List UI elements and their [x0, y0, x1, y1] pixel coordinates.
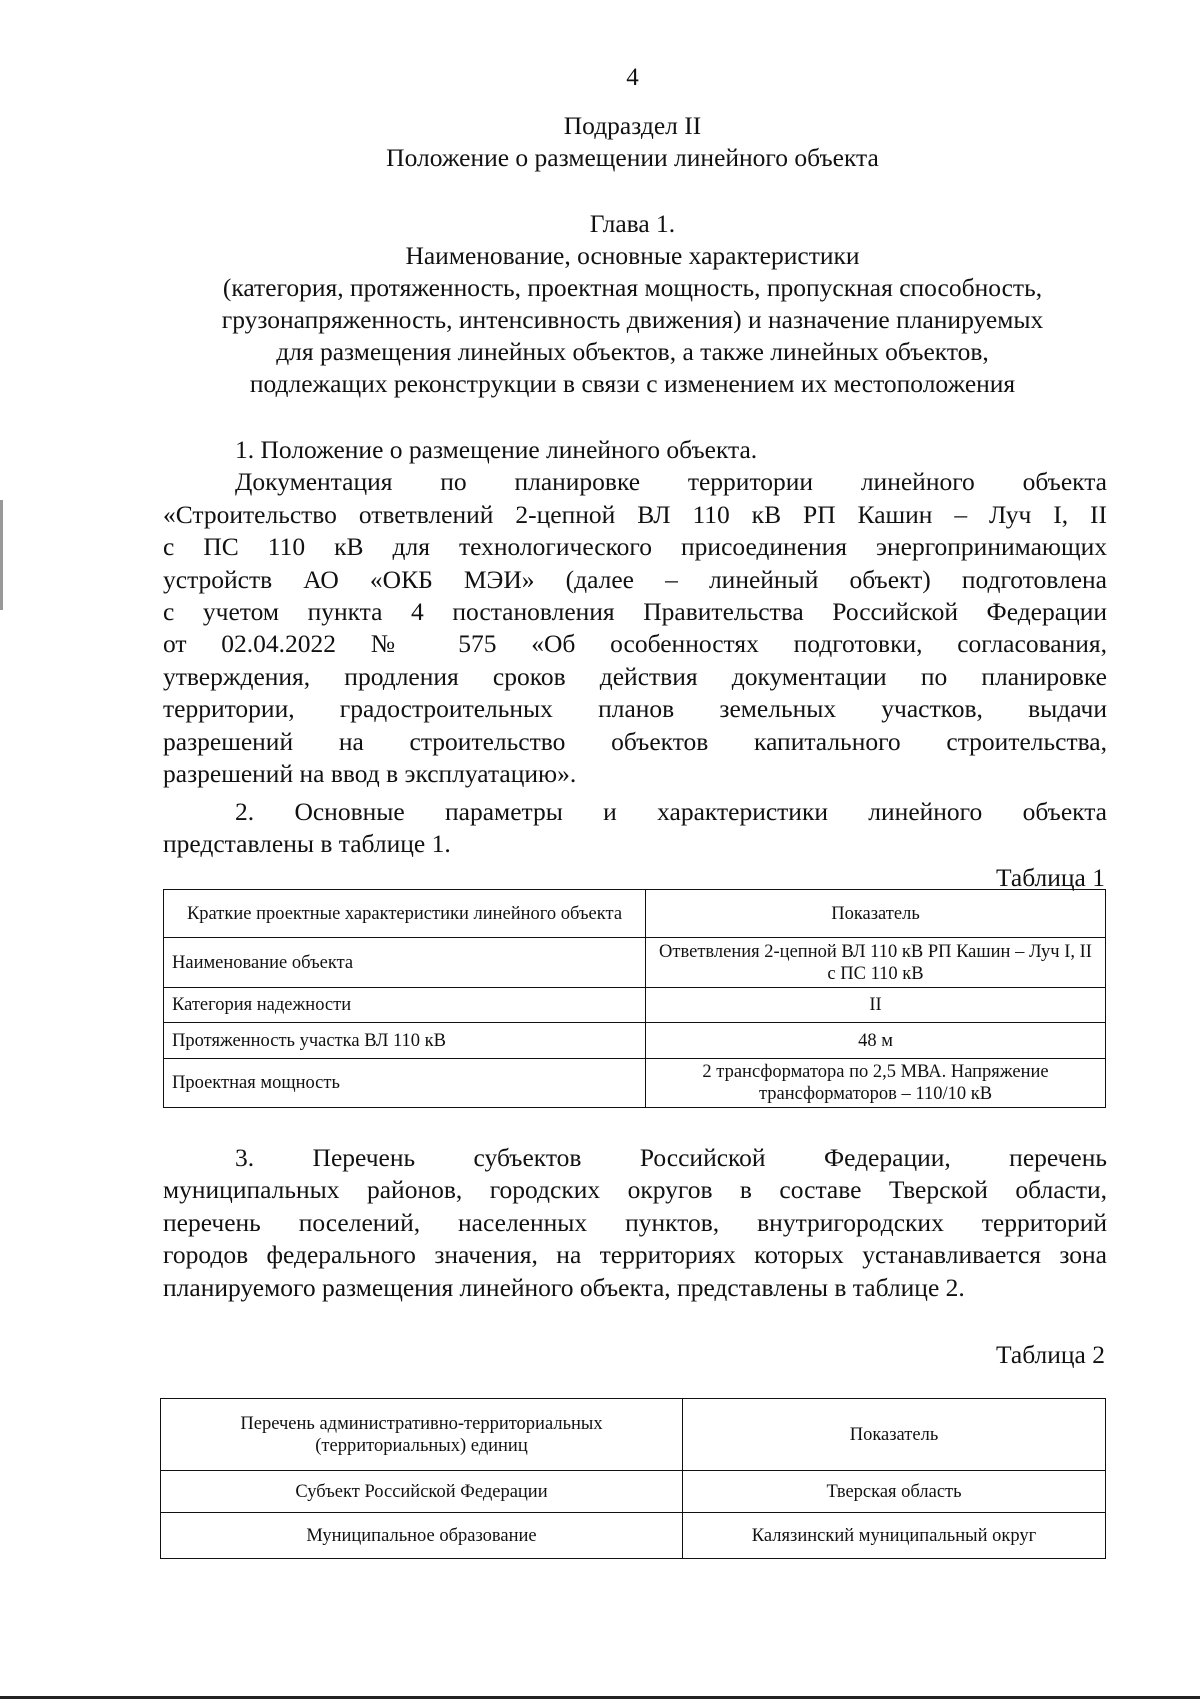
table-cell: Субъект Российской Федерации	[161, 1471, 683, 1513]
paragraph-line: планируемого размещения линейного объекта, представлены в таблице 2.	[163, 1272, 965, 1302]
table-cell: 2 трансформатора по 2,5 МВА. Напряжение трансформаторов – 110/10 кВ	[646, 1059, 1106, 1108]
table-cell: Проектная мощность	[164, 1059, 646, 1108]
paragraph-line: 2. Основные параметры и характеристики линейного объекта	[235, 797, 1107, 826]
table-cell: Тверская область	[683, 1471, 1106, 1513]
table-1	[163, 889, 1106, 1108]
table-2-caption: Таблица 2	[995, 1340, 1105, 1369]
table-cell: Муниципальное образование	[161, 1513, 683, 1559]
table-row	[164, 938, 1106, 988]
paragraph-1-title: 1. Положение о размещение линейного объекта.	[235, 435, 758, 464]
chapter-heading-line: грузонапряженность, интенсивность движения) и назначение планируемых	[221, 305, 1044, 334]
table-cell: Категория надежности	[164, 988, 646, 1023]
scan-edge-mark	[0, 500, 3, 610]
paragraph-3	[163, 1142, 1107, 1304]
table-2	[160, 1398, 1106, 1559]
paragraph-line: разрешений на ввод в эксплуатацию».	[163, 758, 577, 788]
chapter-heading-line: Наименование, основные характеристики	[405, 241, 860, 270]
paragraph-line: «Строительство ответвлений 2-цепной ВЛ 110 кВ РП Кашин – Луч I, II	[163, 499, 1107, 529]
table-row	[161, 1513, 1106, 1559]
paragraph-line: 3. Перечень субъектов Российской Федерации, перечень	[235, 1143, 1107, 1172]
paragraph-line: представлены в таблице 1.	[163, 829, 451, 859]
table-header-cell: Показатель	[646, 890, 1106, 938]
table-cell: Калязинский муниципальный округ	[683, 1513, 1106, 1559]
paragraph-line: муниципальных районов, городских округов в составе Тверской области,	[163, 1175, 1107, 1205]
table-header-row	[164, 890, 1106, 938]
paragraph-line: Документация по планировке территории линейного объекта	[235, 467, 1107, 497]
subsection-title: Подраздел II	[563, 111, 702, 140]
table-row	[161, 1471, 1106, 1513]
table-cell: II	[646, 988, 1106, 1023]
paragraph-line: территории, градостроительных планов земельных участков, выдачи	[163, 694, 1107, 724]
chapter-heading-line: для размещения линейных объектов, а также линейных объектов,	[276, 337, 989, 366]
chapter-heading-line: подлежащих реконструкции в связи с изменением их местоположения	[249, 369, 1016, 398]
table-1-caption: Таблица 1	[995, 863, 1105, 892]
paragraph-line: устройств АО «ОКБ МЭИ» (далее – линейный объект) подготовлена	[163, 564, 1107, 594]
table-cell: Протяженность участка ВЛ 110 кВ	[164, 1023, 646, 1059]
table-row	[164, 1023, 1106, 1059]
paragraph-line: разрешений на строительство объектов капитального строительства,	[163, 726, 1107, 756]
paragraph-line: с учетом пункта 4 постановления Правительства Российской Федерации	[163, 596, 1107, 626]
subsection-subtitle: Положение о размещении линейного объекта	[386, 143, 879, 172]
table-header-cell: Показатель	[683, 1399, 1106, 1471]
paragraph-1	[163, 434, 1107, 790]
paragraph-line: перечень поселений, населенных пунктов, внутригородских территорий	[163, 1207, 1107, 1237]
paragraph-line: утверждения, продления сроков действия документации по планировке	[163, 661, 1107, 691]
table-cell: Ответвления 2-цепной ВЛ 110 кВ РП Кашин – Луч I, II с ПС 110 кВ	[646, 938, 1106, 988]
paragraph-2	[163, 796, 1107, 861]
page-number: 4	[626, 64, 639, 91]
table-header-cell: Перечень административно-территориальных (территориальных) единиц	[161, 1399, 683, 1471]
table-row	[164, 988, 1106, 1023]
subsection-heading	[160, 110, 1105, 174]
table-cell: Наименование объекта	[164, 938, 646, 988]
table-header-row	[161, 1399, 1106, 1471]
paragraph-line: от 02.04.2022 № 575 «Об особенностях подготовки, согласования,	[163, 629, 1107, 659]
scan-bottom-edge	[0, 1696, 1200, 1699]
table-cell: 48 м	[646, 1023, 1106, 1059]
chapter-heading	[160, 208, 1105, 400]
table-header-cell: Краткие проектные характеристики линейного объекта	[164, 890, 646, 938]
paragraph-line: городов федерального значения, на территориях которых устанавливается зона	[163, 1240, 1107, 1270]
chapter-title: Глава 1.	[589, 209, 676, 238]
chapter-heading-line: (категория, протяженность, проектная мощность, пропускная способность,	[222, 273, 1043, 302]
table-row	[164, 1059, 1106, 1108]
paragraph-line: с ПС 110 кВ для технологического присоединения энергопринимающих	[163, 532, 1107, 562]
